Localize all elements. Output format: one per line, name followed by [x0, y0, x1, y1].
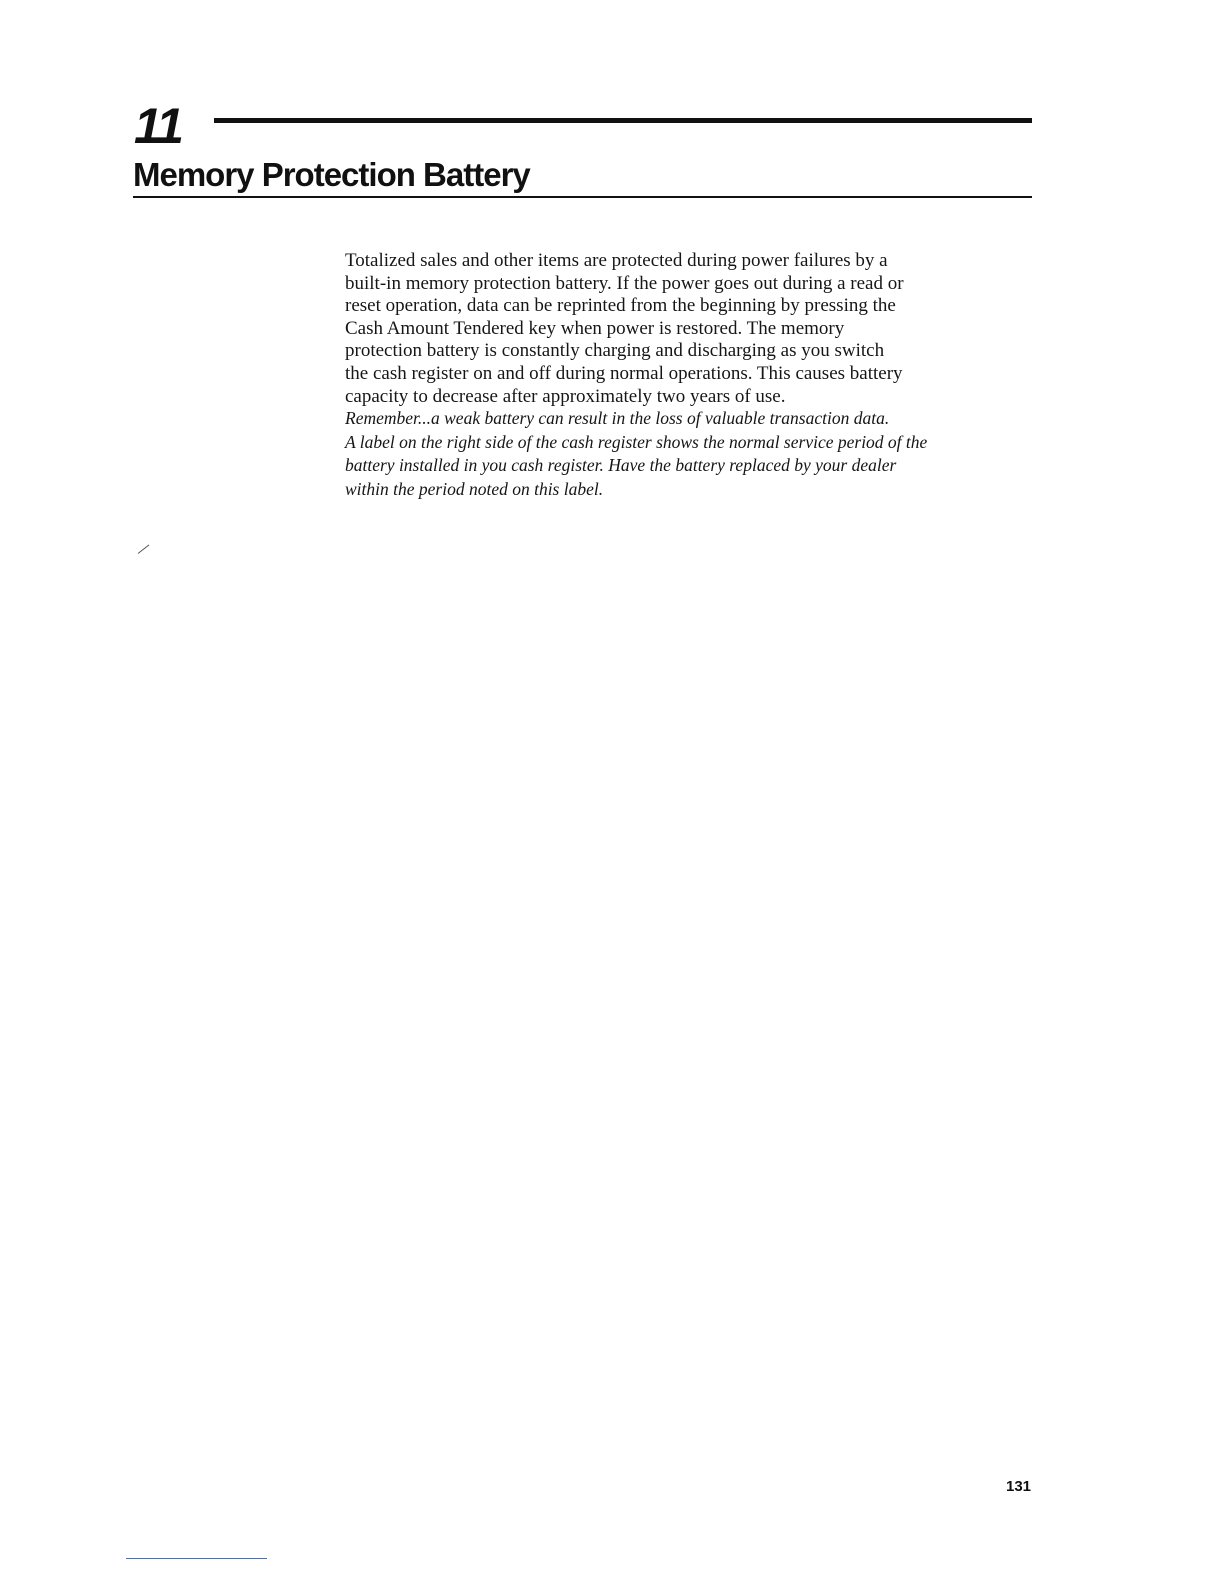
- note-line: within the period noted on this label.: [345, 478, 604, 499]
- battery-note: [345, 407, 1045, 501]
- chapter-title: Memory Protection Battery: [133, 156, 530, 193]
- paragraph-line: built-in memory protection battery. If the power goes out during a read or: [345, 272, 904, 294]
- page-number: 131: [1006, 1478, 1032, 1495]
- bottom-link-line: [126, 1558, 267, 1559]
- paragraph-line: Totalized sales and other items are protected during power failures by a: [345, 250, 888, 271]
- body-paragraph: [345, 250, 1045, 408]
- paragraph-line: Cash Amount Tendered key when power is restored. The memory: [345, 317, 845, 339]
- scan-mark: [138, 544, 150, 553]
- chapter-rule: [214, 118, 1032, 123]
- paragraph-line: protection battery is constantly charging and discharging as you switch: [345, 340, 885, 362]
- note-line: Remember...a weak battery can result in the loss of valuable transaction data.: [345, 408, 890, 428]
- paragraph-line: reset operation, data can be reprinted from the beginning by pressing the: [345, 295, 896, 317]
- title-rule: [133, 196, 1032, 198]
- note-line: battery installed in you cash register. Have the battery replaced by your dealer: [345, 455, 897, 476]
- note-line: A label on the right side of the cash register shows the normal service period of the: [345, 431, 928, 452]
- paragraph-line: capacity to decrease after approximately two years of use.: [345, 385, 786, 407]
- paragraph-line: the cash register on and off during normal operations. This causes battery: [345, 362, 903, 384]
- chapter-number: 11: [134, 98, 182, 154]
